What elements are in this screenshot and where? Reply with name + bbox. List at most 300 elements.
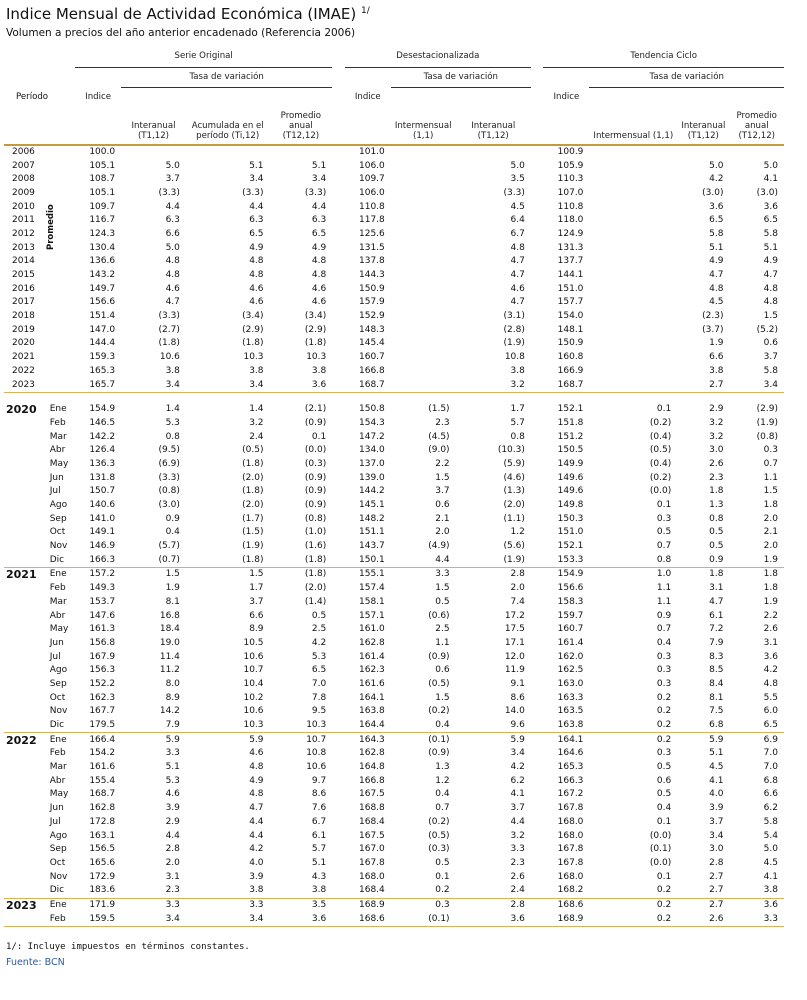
cell-intermensual-tc: 0.5: [656, 789, 672, 800]
column-gap: [332, 365, 345, 379]
monthly-row: [4, 623, 784, 637]
cell-intermensual-tc: 0.3: [656, 513, 672, 524]
cell-intermensual-tc: 0.2: [589, 884, 677, 898]
cell-indice: 136.6: [89, 256, 116, 267]
cell-indice-tc: 152.1: [557, 404, 584, 415]
cell-indice-tc: 167.8: [557, 844, 584, 855]
cell-promedio-anual: 7.0: [311, 678, 327, 689]
cell-intermensual-desest: 0.4: [391, 719, 456, 733]
row-month: Jul: [49, 816, 61, 827]
cell-acumulada: 3.8: [186, 884, 270, 898]
cell-intermensual-desest: (0.2): [428, 816, 450, 827]
cell-intermensual-desest: [391, 337, 456, 351]
cell-intermensual-tc: [589, 159, 677, 173]
cell-promedio-anual-tc: 5.5: [763, 692, 778, 703]
row-year: 2011: [12, 215, 35, 226]
cell-indice: 156.5: [89, 844, 116, 855]
cell-indice-tc: 164.1: [557, 734, 584, 745]
row-year-blank: [4, 553, 44, 567]
cell-indice: 156.8: [89, 637, 116, 648]
cell-indice-tc: 149.6: [557, 486, 584, 497]
cell-intermensual-tc: [589, 269, 677, 283]
cell-indice-tc: 110.8: [557, 201, 584, 212]
cell-indice-tc: 110.3: [557, 174, 584, 185]
cell-promedio-anual: (0.9): [304, 500, 327, 511]
cell-intermensual-desest: [391, 173, 456, 187]
cell-indice-desest: 145.4: [359, 338, 385, 349]
cell-intermensual-desest: 4.4: [391, 553, 456, 567]
cell-promedio-anual-tc: 6.9: [763, 734, 778, 745]
row-spacer: [44, 159, 75, 173]
cell-intermensual-tc: [589, 351, 677, 365]
cell-acumulada: 1.4: [249, 404, 264, 415]
cell-interanual-tc: 6.6: [709, 352, 724, 363]
cell-interanual: (0.7): [121, 553, 186, 567]
cell-interanual-tc: (3.0): [702, 187, 724, 198]
cell-indice-desest: 168.9: [359, 899, 385, 910]
cell-promedio-anual-tc: 2.0: [763, 513, 778, 524]
column-gap: [531, 774, 544, 788]
cell-promedio-anual-tc: 0.3: [763, 445, 778, 456]
cell-intermensual-tc: [589, 310, 677, 324]
column-gap: [332, 609, 345, 623]
imae-table: [4, 46, 784, 927]
cell-interanual-tc: 8.5: [709, 665, 724, 676]
column-gap: [332, 255, 345, 269]
cell-acumulada: 4.0: [249, 857, 264, 868]
cell-indice: 168.7: [89, 789, 116, 800]
cell-interanual-tc: 2.6: [677, 912, 729, 926]
cell-intermensual-tc: (0.2): [649, 417, 672, 428]
monthly-section: [4, 403, 784, 927]
cell-interanual-tc: 3.6: [709, 201, 724, 212]
monthly-row: [4, 898, 784, 912]
cell-intermensual-tc: 0.3: [656, 748, 672, 759]
cell-interanual-desest: 5.9: [510, 734, 525, 745]
col-intermensual: Intermensual (1,1): [593, 130, 674, 141]
cell-interanual-desest: 6.7: [510, 228, 525, 239]
row-year-blank: [4, 485, 44, 499]
monthly-row: [4, 582, 784, 596]
cell-promedio-anual-tc: 4.1: [763, 871, 778, 882]
column-gap: [332, 912, 345, 926]
annual-row: [4, 145, 784, 160]
cell-interanual: 3.4: [121, 912, 186, 926]
cell-acumulada: 3.3: [249, 899, 264, 910]
cell-promedio-anual-tc: 4.9: [763, 256, 778, 267]
cell-promedio-anual: (1.8): [304, 569, 327, 580]
monthly-row: [4, 417, 784, 431]
cell-promedio-anual: (0.9): [304, 486, 327, 497]
cell-interanual-tc: 3.7: [709, 816, 724, 827]
cell-indice: 156.3: [89, 665, 116, 676]
cell-indice-desest: 144.3: [359, 270, 385, 281]
cell-indice-desest: 162.8: [359, 637, 385, 648]
cell-promedio-anual-tc: 2.6: [763, 624, 778, 635]
cell-interanual-desest: 3.7: [510, 803, 525, 814]
column-gap: [332, 145, 345, 160]
cell-acumulada: (1.7): [242, 513, 264, 524]
monthly-row: [4, 802, 784, 816]
cell-indice: 136.3: [89, 458, 116, 469]
cell-promedio-anual: 5.1: [311, 857, 327, 868]
cell-acumulada: 3.4: [186, 912, 270, 926]
cell-promedio-anual: 4.2: [311, 637, 327, 648]
cell-interanual-tc: 3.2: [709, 417, 724, 428]
col-acumulada: Acumulada en el período (Ti,12): [191, 120, 264, 141]
column-gap: [332, 200, 345, 214]
monthly-row: [4, 857, 784, 871]
cell-indice-tc: 168.0: [557, 871, 584, 882]
cell-interanual: 14.2: [159, 706, 180, 717]
cell-indice-tc: 153.3: [543, 553, 589, 567]
row-month: Feb: [44, 912, 75, 926]
column-gap: [332, 664, 345, 678]
cell-intermensual-tc: 0.3: [656, 678, 672, 689]
cell-promedio-anual: (3.4): [304, 311, 327, 322]
cell-interanual-desest: 4.1: [510, 789, 525, 800]
cell-intermensual-desest: 0.6: [435, 665, 450, 676]
column-gap: [531, 241, 544, 255]
cell-intermensual-desest: 1.5: [435, 692, 450, 703]
cell-intermensual-tc: 0.2: [589, 719, 677, 733]
cell-intermensual-desest: 2.0: [435, 527, 450, 538]
cell-intermensual-desest: 0.3: [435, 899, 450, 910]
annual-row: [4, 173, 784, 187]
row-year: 2007: [12, 160, 35, 171]
cell-indice-desest: 101.0: [359, 146, 385, 157]
cell-interanual-desest: 17.5: [504, 624, 525, 635]
row-year: 2016: [12, 283, 35, 294]
cell-intermensual-tc: 0.7: [656, 541, 672, 552]
cell-indice-tc: 151.0: [557, 527, 584, 538]
column-gap: [531, 664, 544, 678]
cell-indice: 100.0: [89, 146, 116, 157]
cell-promedio-anual-tc: 3.7: [763, 352, 778, 363]
row-month: Sep: [49, 844, 67, 855]
cell-intermensual-desest: (0.5): [428, 830, 450, 841]
cell-interanual: 3.1: [165, 871, 180, 882]
cell-interanual-desest: (3.3): [503, 187, 525, 198]
cell-intermensual-tc: 0.4: [656, 803, 672, 814]
cell-interanual-desest: 5.0: [510, 160, 525, 171]
cell-indice-tc: 150.5: [557, 445, 584, 456]
cell-interanual: 1.9: [165, 583, 180, 594]
cell-indice-desest: 150.9: [359, 283, 385, 294]
cell-indice: 131.8: [89, 472, 116, 483]
cell-indice-desest: 148.3: [359, 324, 385, 335]
monthly-row: [4, 774, 784, 788]
cell-interanual-desest: 10.8: [504, 352, 525, 363]
cell-indice: 159.5: [75, 912, 121, 926]
cell-promedio-anual-tc: 7.0: [763, 762, 778, 773]
page-subtitle: Volumen a precios del año anterior encadenado (Referencia 2006): [6, 27, 356, 39]
cell-promedio-anual-tc: 5.8: [763, 365, 778, 376]
title-text: Indice Mensual de Actividad Económica (IMAE): [6, 5, 357, 23]
column-gap: [531, 200, 544, 214]
monthly-row: [4, 471, 784, 485]
cell-intermensual-desest: 3.3: [435, 569, 450, 580]
cell-interanual-tc: 3.0: [709, 445, 724, 456]
column-gap: [332, 310, 345, 324]
cell-intermensual-desest: 0.5: [435, 596, 450, 607]
cell-indice-tc: 168.0: [557, 816, 584, 827]
cell-interanual-tc: 7.9: [709, 637, 724, 648]
row-year-blank: [4, 417, 44, 431]
column-gap: [531, 747, 544, 761]
cell-interanual: 4.7: [165, 297, 180, 308]
row-year-blank: [4, 596, 44, 610]
cell-promedio-anual-tc: 4.8: [763, 678, 778, 689]
cell-indice-tc: 144.1: [557, 270, 584, 281]
row-year: 2015: [12, 270, 35, 281]
row-year-blank: [4, 526, 44, 540]
tasa-variacion-label: Tasa de variación: [589, 68, 784, 88]
cell-intermensual-desest: [391, 241, 456, 255]
cell-intermensual-desest: [391, 296, 456, 310]
cell-interanual-desest: 3.6: [456, 912, 531, 926]
cell-intermensual-desest: [391, 200, 456, 214]
cell-interanual: (3.3): [158, 311, 180, 322]
row-month: Oct: [49, 527, 66, 538]
cell-intermensual-tc: [589, 296, 677, 310]
cell-promedio-anual-tc: 4.1: [763, 174, 778, 185]
column-gap: [531, 816, 544, 830]
cell-promedio-anual-tc: 0.7: [763, 458, 778, 469]
annual-row: [4, 296, 784, 310]
cell-interanual-desest: 3.8: [510, 365, 525, 376]
cell-intermensual-desest: 0.2: [391, 884, 456, 898]
cell-indice-desest: 134.0: [359, 445, 385, 456]
row-year-blank: [4, 623, 44, 637]
column-gap: [531, 173, 544, 187]
cell-interanual-desest: 9.1: [510, 678, 525, 689]
column-gap: [531, 898, 544, 912]
cell-indice: 142.2: [89, 431, 116, 442]
column-gap: [531, 430, 544, 444]
row-year-blank: [4, 691, 44, 705]
column-gap: [332, 337, 345, 351]
row-month: Abr: [49, 445, 66, 456]
cell-promedio-anual: 6.5: [311, 665, 327, 676]
row-year-blank: [4, 430, 44, 444]
row-year-blank: [4, 609, 44, 623]
row-year: 2020: [6, 403, 37, 417]
cell-intermensual-tc: 1.0: [656, 569, 672, 580]
row-month: Jun: [49, 803, 64, 814]
column-gap: [531, 678, 544, 692]
cell-interanual-desest: 11.9: [504, 665, 525, 676]
cell-interanual-desest: 4.6: [510, 283, 525, 294]
cell-intermensual-desest: [391, 214, 456, 228]
cell-intermensual-desest: (0.6): [428, 610, 450, 621]
cell-interanual-tc: 2.7: [677, 378, 729, 392]
cell-indice-desest: 151.1: [359, 527, 385, 538]
cell-interanual: (6.9): [158, 458, 180, 469]
cell-promedio-anual: 6.1: [311, 830, 327, 841]
monthly-row: [4, 485, 784, 499]
cell-intermensual-tc: [589, 200, 677, 214]
cell-indice-tc: 166.9: [557, 365, 584, 376]
cell-promedio-anual: 6.3: [311, 215, 327, 226]
row-month: Abr: [49, 775, 66, 786]
row-spacer: [44, 145, 75, 160]
cell-indice-desest: 137.8: [359, 256, 385, 267]
cell-indice-tc: 160.8: [557, 352, 584, 363]
cell-indice-desest: 154.3: [359, 417, 385, 428]
column-gap: [531, 269, 544, 283]
cell-interanual-tc: 6.1: [709, 610, 724, 621]
cell-promedio-anual: (1.0): [304, 527, 327, 538]
cell-interanual-tc: 8.4: [709, 678, 724, 689]
cell-indice-tc: 154.0: [557, 311, 584, 322]
row-spacer: [44, 255, 75, 269]
cell-interanual-desest: 12.0: [504, 651, 525, 662]
cell-indice-tc: 168.6: [557, 899, 584, 910]
periodo-label: Período: [16, 92, 49, 102]
cell-acumulada: 5.1: [249, 160, 264, 171]
monthly-row: [4, 678, 784, 692]
column-gap: [332, 540, 345, 554]
cell-intermensual-desest: (0.2): [428, 706, 450, 717]
cell-indice-desest: 150.8: [359, 404, 385, 415]
monthly-row: [4, 609, 784, 623]
cell-intermensual-tc: (0.1): [649, 844, 672, 855]
cell-indice: 116.7: [89, 215, 116, 226]
column-gap: [332, 857, 345, 871]
cell-promedio-anual-tc: 4.8: [763, 297, 778, 308]
col-promedio-anual: Promedio anual (T12,12): [736, 110, 777, 141]
row-year-blank: [4, 857, 44, 871]
cell-interanual-tc: 7.2: [709, 624, 724, 635]
column-gap: [531, 553, 544, 567]
cell-indice-tc: 167.8: [557, 857, 584, 868]
cell-interanual: 3.8: [165, 365, 180, 376]
monthly-row: [4, 788, 784, 802]
cell-indice-tc: 151.8: [557, 417, 584, 428]
row-month: Oct: [49, 692, 66, 703]
cell-interanual-desest: 8.6: [510, 692, 525, 703]
cell-interanual: 8.9: [165, 692, 180, 703]
monthly-row: [4, 870, 784, 884]
cell-indice-desest: 152.9: [359, 311, 385, 322]
cell-indice-desest: 150.1: [345, 553, 391, 567]
cell-intermensual-tc: (0.0): [649, 486, 672, 497]
row-year-blank: [4, 637, 44, 651]
cell-intermensual-tc: 0.1: [656, 871, 672, 882]
column-gap: [531, 365, 544, 379]
cell-promedio-anual: 10.3: [270, 719, 333, 733]
cell-promedio-anual: (3.3): [304, 187, 327, 198]
cell-indice-desest: 160.7: [359, 352, 385, 363]
cell-indice-tc: 150.3: [557, 513, 584, 524]
cell-acumulada: 6.5: [249, 228, 264, 239]
cell-acumulada: 4.4: [249, 816, 264, 827]
cell-intermensual-desest: [391, 255, 456, 269]
annual-row: [4, 159, 784, 173]
column-gap: [531, 788, 544, 802]
cell-interanual: 6.6: [165, 228, 180, 239]
row-spacer: [44, 365, 75, 379]
table-header: [4, 46, 784, 145]
cell-indice-desest: 162.3: [359, 665, 385, 676]
cell-intermensual-tc: [589, 255, 677, 269]
column-gap: [531, 159, 544, 173]
cell-interanual: (9.5): [158, 445, 180, 456]
cell-acumulada: 3.8: [249, 365, 264, 376]
column-gap: [332, 774, 345, 788]
row-month: Ago: [49, 665, 68, 676]
cell-indice: 171.9: [89, 899, 116, 910]
column-gap: [531, 884, 544, 898]
page-title: [6, 5, 370, 23]
cell-promedio-anual-tc: 7.0: [763, 748, 778, 759]
row-spacer: [44, 173, 75, 187]
column-gap: [531, 761, 544, 775]
cell-interanual-tc: 3.0: [709, 844, 724, 855]
cell-acumulada: 4.7: [249, 803, 264, 814]
annual-row: [4, 282, 784, 296]
cell-indice-tc: 168.9: [543, 912, 589, 926]
cell-interanual-tc: 7.5: [709, 706, 724, 717]
row-year-blank: [4, 788, 44, 802]
cell-acumulada: (1.9): [242, 541, 264, 552]
column-gap: [531, 719, 544, 733]
cell-interanual-desest: (3.1): [503, 311, 525, 322]
column-gap: [531, 623, 544, 637]
cell-interanual-tc: 1.8: [709, 569, 724, 580]
cell-interanual: (2.7): [158, 324, 180, 335]
cell-indice-tc: 156.6: [557, 583, 584, 594]
cell-intermensual-desest: (0.9): [428, 748, 450, 759]
cell-acumulada: 10.5: [243, 637, 264, 648]
footnote: 1/: Incluye impuestos en términos constantes.: [6, 942, 250, 952]
column-gap: [531, 870, 544, 884]
row-year: 2008: [12, 174, 35, 185]
cell-indice-desest: 106.0: [359, 160, 385, 171]
cell-intermensual-tc: [589, 173, 677, 187]
column-gap: [332, 623, 345, 637]
cell-interanual-desest: 17.1: [504, 637, 525, 648]
row-year: 2023: [4, 378, 44, 392]
cell-acumulada: 4.8: [249, 789, 264, 800]
column-gap: [332, 351, 345, 365]
column-gap: [531, 829, 544, 843]
cell-indice: 167.9: [89, 651, 116, 662]
cell-interanual-desest: 6.2: [510, 775, 525, 786]
cell-intermensual-desest: 1.1: [435, 637, 450, 648]
cell-indice: 166.4: [89, 734, 116, 745]
column-gap: [531, 596, 544, 610]
cell-intermensual-tc: 0.2: [656, 706, 672, 717]
cell-intermensual-tc: 0.5: [656, 762, 672, 773]
cell-promedio-anual: 4.6: [311, 283, 327, 294]
cell-interanual: 2.0: [165, 857, 180, 868]
promedio-label: Promedio: [46, 204, 56, 250]
cell-acumulada: 3.4: [249, 174, 264, 185]
cell-interanual-desest: (2.8): [503, 324, 525, 335]
monthly-row: [4, 912, 784, 926]
cell-interanual-tc: 3.9: [709, 803, 724, 814]
cell-indice-tc: 162.5: [557, 665, 584, 676]
cell-intermensual-desest: (0.1): [391, 912, 456, 926]
cell-intermensual-tc: [589, 337, 677, 351]
cell-promedio-anual-tc: 2.1: [763, 527, 778, 538]
column-gap: [332, 553, 345, 567]
cell-interanual-tc: 2.8: [709, 857, 724, 868]
cell-intermensual-tc: (0.5): [649, 445, 672, 456]
cell-intermensual-tc: (0.0): [649, 857, 672, 868]
